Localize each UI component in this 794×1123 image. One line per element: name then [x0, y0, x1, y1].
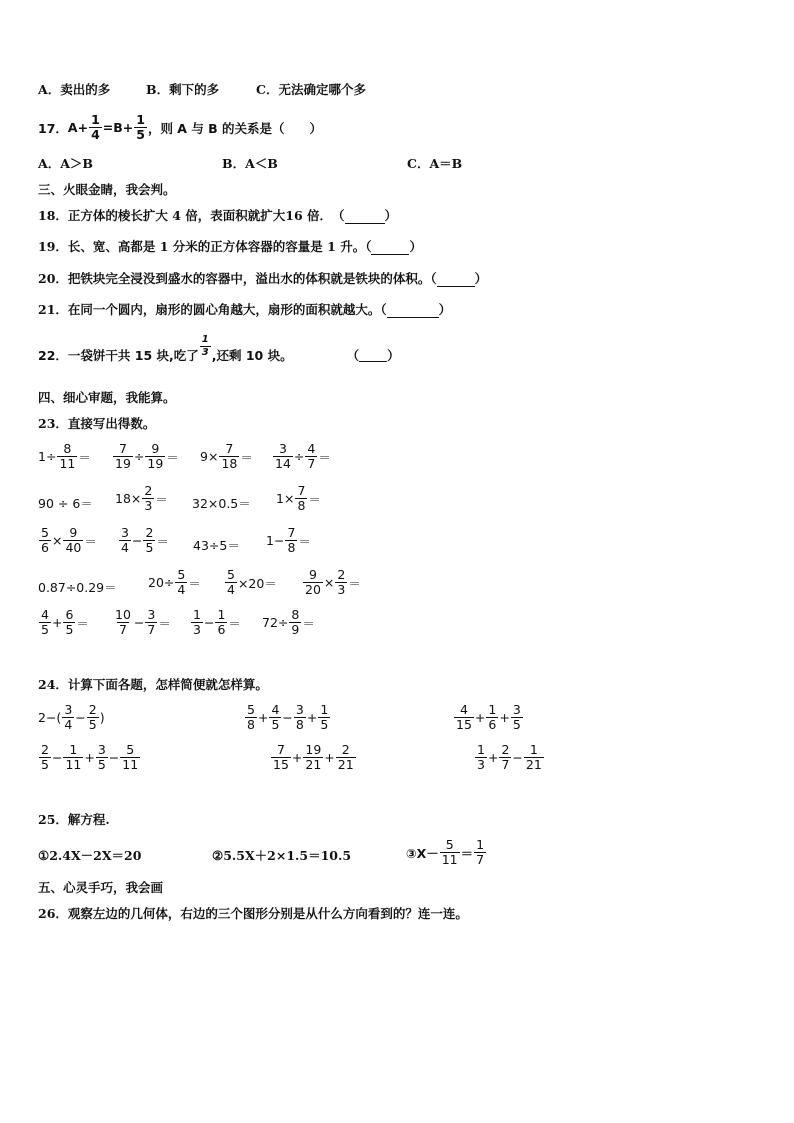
q17-fraction-2: $\frac{1}{5}$ — [136, 112, 145, 142]
q17-option-a: A．A＞B — [38, 156, 93, 171]
q23-r5-d: 72÷ $\frac{8}{9}$ ＝ — [262, 607, 315, 637]
q23-r4-d: $\frac{9}{20}$ × $\frac{2}{3}$ ＝ — [305, 567, 361, 597]
q17-post: ，则 A 与 B 的关系是（ ） — [147, 120, 323, 136]
q17-number: 17． — [38, 120, 68, 136]
q23-r3-d: 1− $\frac{7}{8}$ ＝ — [266, 525, 311, 555]
q25-title: 25．解方程. — [38, 812, 110, 827]
q23-title: 23．直接写出得数。 — [38, 416, 156, 431]
q23-r1-a: 1÷ $\frac{8}{11}$ ＝ — [38, 441, 91, 471]
q24-expr-3: $\frac{4}{15}$ + $\frac{1}{6}$ + $\frac{3}{5}$ — [456, 702, 521, 732]
question-21: 21．在同一个圆内，扇形的圆心角越大，扇形的面积就越大。（ ） — [38, 302, 452, 317]
q23-r1-d: $\frac{3}{14}$ ÷ $\frac{4}{7}$ ＝ — [275, 441, 331, 471]
q24-expr-2: $\frac{5}{8}$ + $\frac{4}{5}$ − $\frac{3}{8}$ + $\frac{1}{5}$ — [247, 702, 329, 732]
question-20: 20．把铁块完全浸没到盛水的容器中，溢出水的体积就是铁块的体积。（ ） — [38, 271, 488, 286]
q17-option-b: B．A＜B — [222, 156, 278, 171]
answer-blank[interactable] — [371, 241, 409, 255]
q17-pre: A+ — [67, 120, 89, 135]
q24-title: 24．计算下面各题，怎样简便就怎样算。 — [38, 677, 268, 692]
q22-fraction: $\frac{1}{3}$ — [201, 334, 209, 358]
q24-expr-6: $\frac{1}{3}$ + $\frac{2}{7}$ − $\frac{1}{21}$ — [477, 742, 542, 772]
answer-blank[interactable] — [437, 273, 475, 287]
q17-fraction-1: $\frac{1}{4}$ — [91, 112, 100, 142]
q23-r3-a: $\frac{5}{6}$ × $\frac{9}{40}$ ＝ — [41, 525, 97, 555]
q23-r4-b: 20÷ $\frac{5}{4}$ ＝ — [148, 567, 201, 597]
section-4-heading: 四、细心审题，我能算。 — [38, 390, 176, 405]
question-19: 19．长、宽、高都是 1 分米的正方体容器的容量是 1 升。（ ） — [38, 239, 422, 254]
section-5-heading: 五、心灵手巧，我会画 — [38, 880, 164, 895]
question-22: 22．一袋饼干共 15 块,吃了 $\frac{1}{3}$ ,还剩 10 块。 （ ） — [38, 334, 400, 363]
q23-r5-b: $\frac{10}{7}$ − $\frac{3}{7}$ ＝ — [115, 607, 171, 637]
q24-expr-4: $\frac{2}{5}$ − $\frac{1}{11}$ + $\frac{3}{5}$ − $\frac{5}{11}$ — [41, 742, 139, 772]
q23-r5-c: $\frac{1}{3}$ − $\frac{1}{6}$ ＝ — [193, 607, 241, 637]
q17-mid: =B+ — [102, 120, 134, 135]
q24-expr-5: $\frac{7}{15}$ + $\frac{19}{21}$ + $\frac{2}{21}$ — [273, 742, 354, 772]
q16-option-c: C．无法确定哪个多 — [256, 82, 366, 97]
q23-r2-d: 1× $\frac{7}{8}$ ＝ — [276, 483, 321, 513]
q17-option-c: C．A＝B — [407, 156, 463, 171]
q24-expr-1: 2−( $\frac{3}{4}$ − $\frac{2}{5}$ ) — [38, 702, 105, 732]
q23-r2-a: 90 ÷ 6＝ — [38, 496, 93, 511]
q23-r3-c: 43÷5＝ — [193, 538, 240, 553]
section-3-heading: 三、火眼金睛，我会判。 — [38, 182, 176, 197]
q25-equation-2: ②5.5X＋2×1.5＝10.5 — [212, 848, 352, 863]
q16-option-a: A．卖出的多 — [38, 82, 111, 97]
q25-equation-3: ③X－ $\frac{5}{11}$ ＝ $\frac{1}{7}$ — [406, 837, 485, 867]
question-17 — [38, 113, 322, 142]
q23-r3-b: $\frac{3}{4}$ − $\frac{2}{5}$ ＝ — [121, 525, 169, 555]
answer-blank[interactable] — [359, 348, 387, 362]
q23-r2-c: 32×0.5＝ — [192, 496, 251, 511]
question-18: 18．正方体的棱长扩大 4 倍，表面积就扩大16 倍． （ ） — [38, 208, 398, 223]
question-26: 26．观察左边的几何体，右边的三个图形分别是从什么方向看到的？连一连。 — [38, 906, 468, 921]
q23-r1-b: $\frac{7}{19}$ ÷ $\frac{9}{19}$ ＝ — [115, 441, 179, 471]
answer-blank[interactable] — [345, 210, 385, 224]
q25-equation-1: ①2.4X－2X＝20 — [38, 848, 142, 863]
q23-r4-a: 0.87÷0.29＝ — [38, 580, 117, 595]
q23-r1-c: 9× $\frac{7}{18}$ ＝ — [200, 441, 253, 471]
q23-r4-c: $\frac{5}{4}$ ×20＝ — [227, 567, 277, 597]
q16-option-b: B．剩下的多 — [146, 82, 220, 97]
q23-r5-a: $\frac{4}{5}$ + $\frac{6}{5}$ ＝ — [41, 607, 89, 637]
q23-r2-b: 18× $\frac{2}{3}$ ＝ — [115, 483, 168, 513]
answer-blank[interactable] — [387, 304, 439, 318]
